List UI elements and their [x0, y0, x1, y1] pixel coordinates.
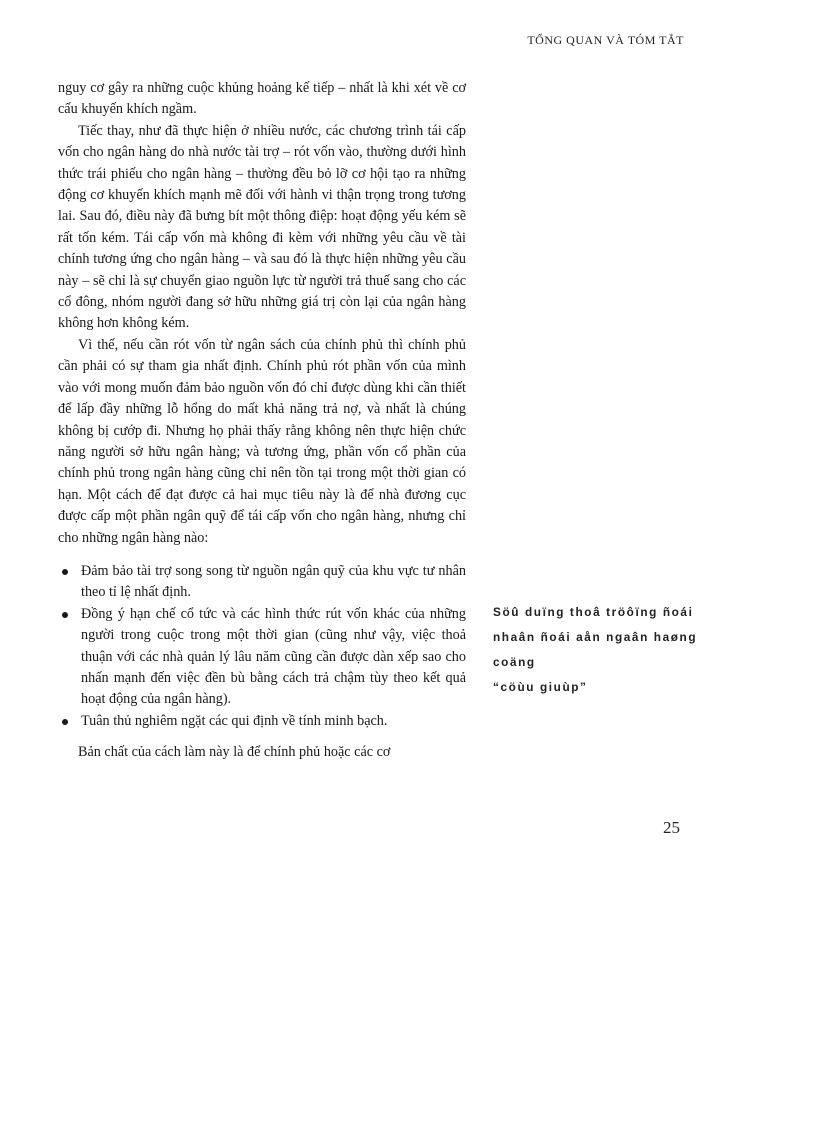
body-text: [58, 78, 466, 764]
running-header: TỔNG QUAN VÀ TÓM TẮT: [527, 33, 684, 47]
bullet-icon: [62, 569, 68, 575]
list-item-text: Đồng ý hạn chế cổ tức và các hình thức rút vốn khác của những người trong cuộc trong một thời gian (cũng như vậy, việc thoả thuận với các nhà quản lý lâu năm cũng cần được dàn xếp sao cho nhấn mạnh đến việc đền bù bằng cách trả chậm tùy theo kết quả hoạt động của ngân hàng).: [81, 605, 466, 708]
bullet-icon: [62, 719, 68, 725]
list-item: [58, 711, 466, 732]
list-item: [58, 561, 466, 604]
bullet-icon: [62, 612, 68, 618]
page-number: 25: [663, 818, 680, 837]
paragraph-1: nguy cơ gây ra những cuộc khủng hoảng kế tiếp – nhất là khi xét về cơ cấu khuyến khích ngầm.: [58, 80, 466, 118]
margin-note-line-3: “cöùu giuùp”: [493, 680, 588, 694]
margin-note: [493, 600, 723, 700]
list-item-text: Đảm bảo tài trợ song song từ nguồn ngân quỹ của khu vực tư nhân theo tỉ lệ nhất định.: [81, 562, 466, 601]
paragraph-4: Bản chất của cách làm này là để chính phủ hoặc các cơ: [78, 744, 391, 761]
list-item-text: Tuân thủ nghiêm ngặt các qui định về tính minh bạch.: [81, 712, 388, 729]
list-item: [58, 604, 466, 711]
bullet-list: [58, 561, 466, 732]
margin-note-line-2: nhaân ñoái aån ngaân haøng coäng: [493, 630, 698, 669]
paragraph-2: Tiếc thay, như đã thực hiện ở nhiều nước, các chương trình tái cấp vốn cho ngân hàng do nhà nước tài trợ – rót vốn vào, thường dưới hình thức trái phiếu cho ngân hàng – thường đều bỏ lỡ cơ hội tạo ra những động cơ khuyến khích mạnh mẽ đối với hành vi thận trọng trong tương lai. Sau đó, điều này đã bưng bít một thông điệp: hoạt động yếu kém sẽ rất tốn kém. Tái cấp vốn mà không đi kèm với những yêu cầu về tài chính tương ứng cho ngân hàng – và sau đó là thực hiện những yêu cầu này – sẽ chỉ là sự chuyển giao nguồn lực từ người trả thuế sang cho các cổ đông, nhóm người đang sở hữu những giá trị còn lại của ngân hàng không hơn không kém.: [58, 122, 466, 332]
paragraph-3: Vì thế, nếu cần rót vốn từ ngân sách của chính phủ thì chính phủ cần phải có sự tham gia nhất định. Chính phủ rót phần vốn của mình vào với mong muốn đảm bảo nguồn vốn đó chỉ được dùng khi cần thiết để lấp đầy những lỗ hổng do mất khả năng trả nợ, và nhất là chúng không bị cướp đi. Nhưng họ phải thấy rằng không nên thực hiện chức năng người sở hữu ngân hàng; và tương ứng, phần vốn cổ phần của chính phủ trong ngân hàng cũng chỉ nên tồn tại trong một thời gian có hạn. Một cách để đạt được cả hai mục tiêu này là để nhà đương cục được cấp một phần ngân quỹ để tái cấp vốn cho ngân hàng, nhưng chỉ cho những ngân hàng nào:: [58, 336, 466, 546]
margin-note-line-1: Söû duïng thoâ tröôïng ñoái: [493, 605, 694, 619]
